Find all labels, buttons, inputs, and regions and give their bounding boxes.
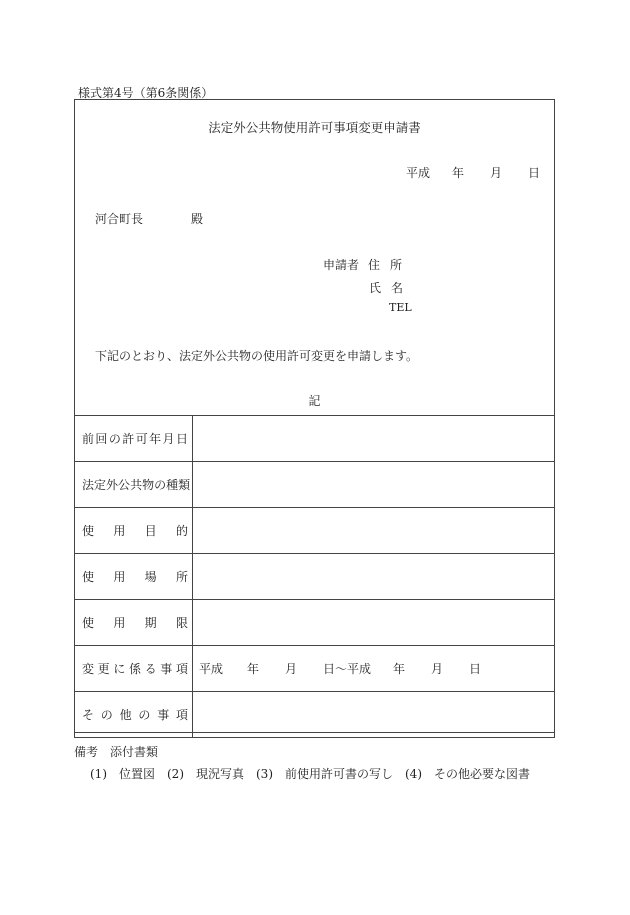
table-row <box>75 416 555 462</box>
date-month: 月 <box>490 166 503 180</box>
change-period-part: 日 <box>469 662 482 676</box>
row-label <box>75 554 193 600</box>
date-day: 日 <box>528 166 541 180</box>
table-row <box>75 508 555 554</box>
table-row <box>75 600 555 646</box>
remarks-label: 備考 添付書類 <box>74 745 159 759</box>
row-value-field[interactable] <box>193 416 555 462</box>
address-label: 住所 <box>368 258 413 272</box>
row-value-field[interactable] <box>193 462 555 508</box>
row-label-text: 使 用 目 的 <box>82 524 188 538</box>
form-number-label: 様式第4号（第6条関係） <box>78 86 214 100</box>
change-period-part: 日～平成 <box>323 662 372 676</box>
row-value-field[interactable] <box>193 554 555 600</box>
details-table <box>74 415 555 738</box>
row-label <box>75 646 193 692</box>
row-label-text: 使 用 場 所 <box>82 570 188 584</box>
row-value-field[interactable] <box>193 692 555 738</box>
row-label <box>75 508 193 554</box>
row-label <box>75 600 193 646</box>
row-label-text: 使 用 期 限 <box>82 616 188 630</box>
change-period-part: 月 <box>285 662 298 676</box>
row-label <box>75 692 193 738</box>
tel-label: TEL <box>389 301 412 314</box>
row-value-field[interactable] <box>193 646 555 692</box>
attachments-list: (1) 位置図 (2) 現況写真 (3) 前使用許可書の写し (4) その他必要な図書 <box>90 767 530 781</box>
change-period-part: 平成 <box>199 662 224 676</box>
application-form <box>74 99 555 733</box>
ki-heading: 記 <box>308 394 321 408</box>
row-label-text: 前 回 の 許 可 年 月 日 <box>82 432 188 446</box>
table-row <box>75 462 555 508</box>
table-row <box>75 692 555 738</box>
row-label-text: 法 定 外 公 共 物 の 種 類 <box>82 478 191 492</box>
date-year: 年 <box>452 166 465 180</box>
form-title: 法定外公共物使用許可事項変更申請書 <box>208 120 421 135</box>
row-label <box>75 462 193 508</box>
table-row <box>75 646 555 692</box>
row-label <box>75 416 193 462</box>
change-period-part: 年 <box>247 662 260 676</box>
change-period-part: 年 <box>393 662 406 676</box>
name-label: 氏名 <box>369 281 414 295</box>
date-line <box>406 164 540 181</box>
row-value-field[interactable] <box>193 508 555 554</box>
row-label-text: 変 更 に 係 る 事 項 <box>82 662 188 676</box>
table-row <box>75 554 555 600</box>
applicant-label: 申請者 <box>323 258 360 272</box>
request-statement: 下記のとおり、法定外公共物の使用許可変更を申請します。 <box>95 349 419 363</box>
row-label-text: そ の 他 の 事 項 <box>82 708 188 722</box>
addressee: 河合町長 殿 <box>95 212 204 226</box>
row-value-field[interactable] <box>193 600 555 646</box>
date-era: 平成 <box>406 166 431 180</box>
change-period-part: 月 <box>431 662 444 676</box>
